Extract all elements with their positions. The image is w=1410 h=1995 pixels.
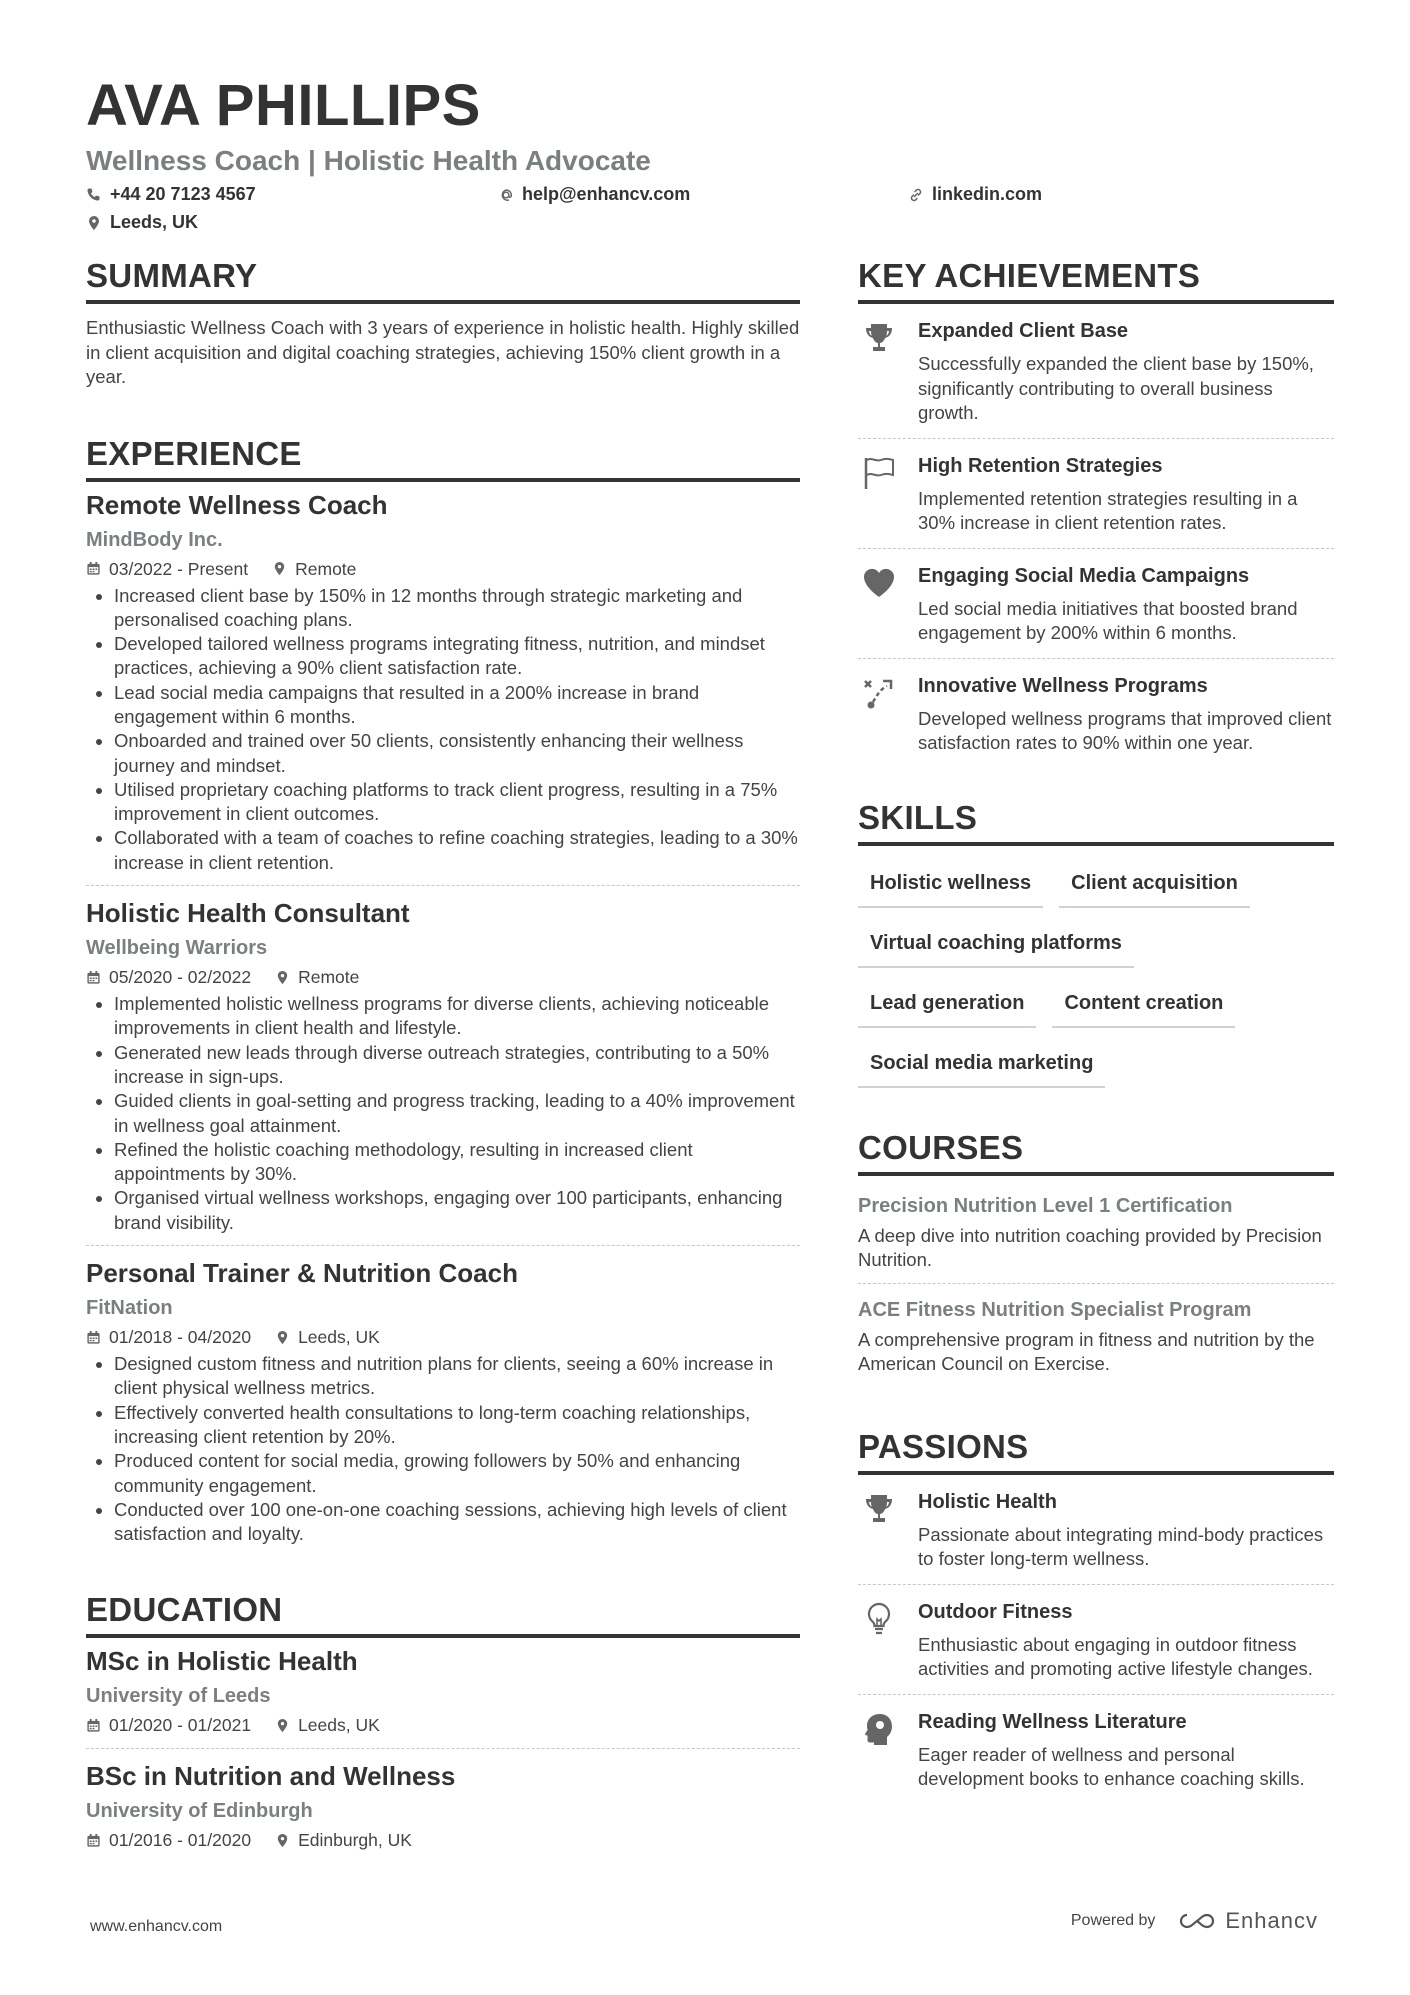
job-meta	[86, 964, 800, 990]
achievement-item	[858, 549, 1334, 659]
location-pin-icon	[275, 1330, 290, 1345]
degree-title: MSc in Holistic Health	[86, 1646, 358, 1677]
candidate-name: AVA PHILLIPS	[86, 73, 481, 138]
achievement-text: Led social media initiatives that boosted brand engagement by 200% within 6 months.	[918, 597, 1298, 643]
passion-text: Eager reader of wellness and personal development books to enhance coaching skills.	[918, 1743, 1305, 1789]
summary-title: SUMMARY	[86, 256, 800, 304]
bullet: • Generated new leads through diverse outreach strategies, contributing to a 50% increase in sign-ups.	[114, 1041, 800, 1090]
footer-branding	[1071, 1908, 1318, 1934]
enhancv-logo[interactable]	[1177, 1908, 1318, 1934]
job-title: Holistic Health Consultant	[86, 898, 410, 929]
achievements-section	[858, 256, 1334, 768]
phone-number: +44 20 7123 4567	[110, 184, 256, 204]
head-icon	[861, 1711, 897, 1747]
bullet: • Conducted over 100 one-on-one coaching sessions, achieving high levels of client satisfaction and loyalty.	[114, 1498, 800, 1547]
lightbulb-icon	[861, 1601, 897, 1637]
resume-header	[86, 72, 1332, 233]
achievement-item	[858, 304, 1334, 439]
job-bullets	[86, 992, 800, 1235]
achievement-text: Implemented retention strategies resulting in a 30% increase in client retention rates.	[918, 487, 1298, 533]
job-title: Personal Trainer & Nutrition Coach	[86, 1258, 518, 1289]
achievement-text: Developed wellness programs that improved client satisfaction rates to 90% within one year.	[918, 707, 1332, 753]
skills-list	[858, 858, 1334, 1088]
enhancv-logo-icon	[1177, 1911, 1217, 1931]
job-meta	[86, 556, 800, 582]
skill-tag: Holistic wellness	[858, 864, 1043, 908]
calendar-icon	[86, 1833, 101, 1848]
skill-tag: Client acquisition	[1059, 864, 1250, 908]
linkedin-link[interactable]: linkedin.com	[932, 184, 1043, 204]
calendar-icon	[86, 1718, 101, 1733]
bullet: • Guided clients in goal-setting and progress tracking, leading to a 40% improvement in wellness goal attainment.	[114, 1089, 800, 1138]
education-location	[275, 1712, 380, 1738]
job-dates	[86, 964, 251, 990]
location-pin-icon	[272, 561, 287, 576]
education-location	[275, 1827, 412, 1853]
course-text: A comprehensive program in fitness and nutrition by the American Council on Exercise.	[858, 1328, 1315, 1374]
trophy-icon	[861, 320, 897, 356]
achievement-text: Successfully expanded the client base by 150%, significantly contributing to overall business growth.	[918, 353, 1314, 423]
link-contact[interactable]	[908, 184, 1042, 205]
strategy-icon	[861, 675, 897, 711]
job-dates-text: 01/2018 - 04/2020	[109, 1327, 252, 1348]
email-address[interactable]: help@enhancv.com	[522, 184, 691, 204]
job-dates	[86, 556, 248, 582]
job-title: Remote Wellness Coach	[86, 489, 388, 520]
passions-title: PASSIONS	[858, 1427, 1334, 1475]
phone-icon	[86, 187, 102, 203]
bullet: • Utilised proprietary coaching platforms to track client progress, resulting in a 75% improvement in client outcomes.	[114, 778, 800, 827]
education-location-text: Leeds, UK	[298, 1715, 380, 1736]
education-dates-text: 01/2016 - 01/2020	[109, 1830, 252, 1851]
footer-website[interactable]: www.enhancv.com	[90, 1918, 223, 1935]
skills-section	[858, 798, 1334, 1088]
passion-text: Enthusiastic about engaging in outdoor fitness activities and promoting active lifestyle changes.	[918, 1633, 1313, 1679]
location-pin-icon	[275, 970, 290, 985]
bullet: • Collaborated with a team of coaches to refine coaching strategies, leading to a 30% increase in client retention.	[114, 826, 800, 875]
education-entry	[86, 1644, 800, 1749]
powered-by-label: Powered by	[1070, 1912, 1156, 1929]
company-name: Wellbeing Warriors	[86, 937, 268, 960]
education-section	[86, 1590, 800, 1863]
trophy-icon	[861, 1491, 897, 1527]
passion-title: Holistic Health	[918, 1490, 1057, 1513]
bullet: • Lead social media campaigns that resulted in a 200% increase in brand engagement within 6 months.	[114, 681, 800, 730]
skills-title: SKILLS	[858, 798, 1334, 846]
passion-title: Reading Wellness Literature	[918, 1710, 1187, 1733]
location-pin-icon	[275, 1833, 290, 1848]
job-bullets	[86, 1352, 800, 1546]
job-dates	[86, 1324, 251, 1350]
course-title: Precision Nutrition Level 1 Certification	[858, 1194, 1233, 1217]
email-contact[interactable]	[498, 184, 690, 205]
education-title: EDUCATION	[86, 1590, 800, 1638]
job-entry	[86, 1256, 800, 1556]
school-name: University of Edinburgh	[86, 1800, 313, 1823]
achievement-item	[858, 659, 1334, 768]
education-meta	[86, 1712, 800, 1738]
courses-section	[858, 1128, 1334, 1387]
skill-tag: Virtual coaching platforms	[858, 924, 1134, 968]
course-item	[858, 1292, 1334, 1387]
bullet: • Refined the holistic coaching methodology, resulting in increased client appointments by 30%.	[114, 1138, 800, 1187]
achievements-title: KEY ACHIEVEMENTS	[858, 256, 1334, 304]
phone-contact	[86, 184, 256, 205]
bullet: • Designed custom fitness and nutrition plans for clients, seeing a 60% increase in client physical wellness metrics.	[114, 1352, 800, 1401]
headline: Wellness Coach | Holistic Health Advocate	[86, 145, 651, 176]
location-pin-icon	[275, 1718, 290, 1733]
passions-section	[858, 1427, 1334, 1804]
bullet: • Implemented holistic wellness programs for diverse clients, achieving noticeable improvements in client health and lifestyle.	[114, 992, 800, 1041]
achievement-title: Engaging Social Media Campaigns	[918, 564, 1250, 587]
flag-icon	[861, 455, 897, 491]
heart-icon	[861, 565, 897, 601]
school-name: University of Leeds	[86, 1685, 271, 1708]
job-location	[275, 1324, 380, 1350]
course-text: A deep dive into nutrition coaching provided by Precision Nutrition.	[858, 1224, 1322, 1270]
right-column	[858, 256, 1334, 1848]
skill-tag: Social media marketing	[858, 1044, 1105, 1088]
courses-title: COURSES	[858, 1128, 1334, 1176]
summary-text: Enthusiastic Wellness Coach with 3 years of experience in holistic health. Highly skilled in client acquisition and digital coaching strategies, achieving 150% client growth in a year.	[86, 317, 800, 387]
experience-title: EXPERIENCE	[86, 434, 800, 482]
passion-item	[858, 1475, 1334, 1585]
company-name: FitNation	[86, 1297, 173, 1320]
bullet: • Organised virtual wellness workshops, engaging over 100 participants, enhancing brand visibility.	[114, 1186, 800, 1235]
contact-row	[86, 184, 1332, 210]
job-location-text: Leeds, UK	[298, 1327, 380, 1348]
course-item	[858, 1188, 1334, 1284]
job-dates-text: 03/2022 - Present	[109, 558, 249, 579]
bullet: • Effectively converted health consultations to long-term coaching relationships, increasing client retention by 20%.	[114, 1401, 800, 1450]
job-location-text: Remote	[295, 558, 357, 579]
passion-text: Passionate about integrating mind-body practices to foster long-term wellness.	[918, 1523, 1324, 1569]
education-location-text: Edinburgh, UK	[298, 1830, 412, 1851]
job-entry	[86, 488, 800, 887]
bullet: • Produced content for social media, growing followers by 50% and enhancing community engagement.	[114, 1449, 800, 1498]
education-dates	[86, 1712, 251, 1738]
skill-tag: Content creation	[1052, 984, 1235, 1028]
job-location-text: Remote	[298, 967, 360, 988]
achievement-title: High Retention Strategies	[918, 454, 1163, 477]
brand-name: Enhancv	[1225, 1908, 1318, 1933]
passion-item	[858, 1695, 1334, 1804]
calendar-icon	[86, 970, 101, 985]
bullet: • Increased client base by 150% in 12 months through strategic marketing and personalised coaching plans.	[114, 584, 800, 633]
course-title: ACE Fitness Nutrition Specialist Program	[858, 1298, 1252, 1321]
left-column	[86, 256, 800, 1907]
calendar-icon	[86, 561, 101, 576]
passion-item	[858, 1585, 1334, 1695]
link-icon	[908, 187, 924, 203]
passion-title: Outdoor Fitness	[918, 1600, 1073, 1623]
bullet: • Developed tailored wellness programs integrating fitness, nutrition, and mindset practices, achieving a 90% client satisfaction rate.	[114, 632, 800, 681]
job-dates-text: 05/2020 - 02/2022	[109, 967, 252, 988]
company-name: MindBody Inc.	[86, 528, 223, 551]
job-meta	[86, 1324, 800, 1350]
education-meta	[86, 1827, 800, 1853]
job-location	[275, 964, 359, 990]
experience-section	[86, 434, 800, 1557]
job-entry	[86, 896, 800, 1246]
achievement-title: Expanded Client Base	[918, 320, 1129, 342]
location-text: Leeds, UK	[110, 212, 199, 232]
calendar-icon	[86, 1330, 101, 1345]
job-bullets	[86, 584, 800, 876]
bullet: • Onboarded and trained over 50 clients, consistently enhancing their wellness journey and mindset.	[114, 729, 800, 778]
education-entry	[86, 1759, 800, 1863]
job-location	[272, 556, 356, 582]
education-dates	[86, 1827, 251, 1853]
summary-section	[86, 256, 800, 390]
achievement-title: Innovative Wellness Programs	[918, 674, 1208, 697]
skill-tag: Lead generation	[858, 984, 1036, 1028]
degree-title: BSc in Nutrition and Wellness	[86, 1761, 456, 1792]
at-icon	[498, 187, 514, 203]
achievement-item	[858, 439, 1334, 549]
education-dates-text: 01/2020 - 01/2021	[109, 1715, 252, 1736]
location-contact	[86, 212, 1332, 233]
location-pin-icon	[86, 215, 102, 231]
